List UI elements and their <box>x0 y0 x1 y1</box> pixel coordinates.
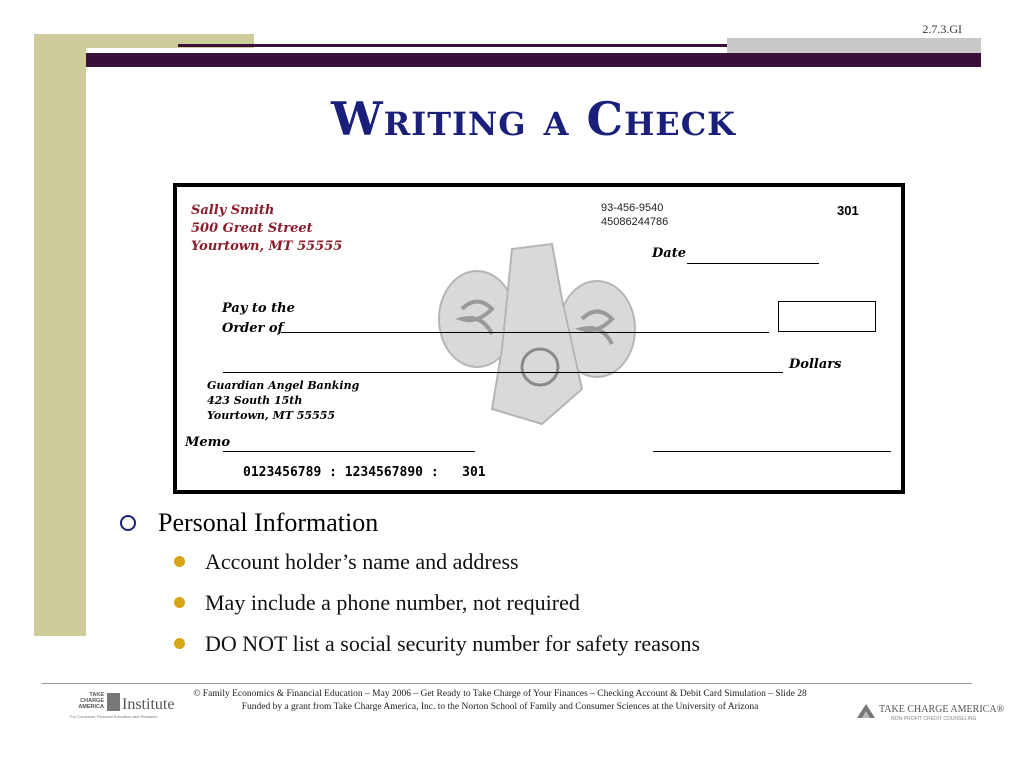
routing-fraction: 93-456-9540 <box>601 202 664 214</box>
slide-code: 2.7.3.GI <box>922 22 962 36</box>
title-band <box>86 53 981 67</box>
pay-to-label: Pay to the <box>222 301 295 316</box>
bullet-level2 <box>174 623 980 664</box>
institute-logo-word: Institute <box>122 696 175 713</box>
dollars-label: Dollars <box>789 357 842 372</box>
gold-dot-bullet-icon <box>174 556 185 567</box>
top-gray-bar <box>727 38 981 54</box>
bank-street: 423 South 15th <box>207 394 303 407</box>
footer-copyright: © Family Economics & Financial Education – May 2006 – Get Ready to Take Charge of Your Finances – Checking Account & Debit Card Simulation – Slide 28 <box>193 689 807 699</box>
institute-logo-small-text: TAKE CHARGE AMERICA <box>78 692 104 710</box>
memo-line <box>223 451 475 452</box>
money-bag-watermark-icon <box>432 239 642 434</box>
micr-line: 0123456789 : 1234567890 : 301 <box>243 465 486 480</box>
bullet-sub-text: Account holder’s name and address <box>205 548 519 574</box>
left-decorative-bar <box>34 34 86 636</box>
take-charge-america-logo <box>855 700 1005 730</box>
institute-logo-tagline: For Consumer Financial Education and Research <box>70 714 158 719</box>
bullet-sub-text: DO NOT list a social security number for safety reasons <box>205 630 701 656</box>
account-holder-name: Sally Smith <box>191 203 275 218</box>
bank-name: Guardian Angel Banking <box>207 379 360 392</box>
institute-logo <box>70 692 182 722</box>
footer-funding: Funded by a grant from Take Charge America, Inc. to the Norton School of Family and Consumer Sciences at the University of Arizona <box>241 702 759 712</box>
institute-logo-mark-icon <box>107 693 120 711</box>
tca-logo-subtitle: NON-PROFIT CREDIT COUNSELING <box>891 716 977 722</box>
date-line <box>687 263 819 264</box>
payee-line <box>281 332 769 333</box>
gold-dot-bullet-icon <box>174 597 185 608</box>
bullet-sub-text: May include a phone number, not required <box>205 589 580 615</box>
signature-line <box>653 451 891 452</box>
memo-label: Memo <box>185 435 231 450</box>
date-label: Date <box>652 246 686 261</box>
bullet-level2 <box>174 541 980 582</box>
tca-logo-name: TAKE CHARGE AMERICA® <box>879 704 1005 715</box>
tca-mark-icon <box>855 700 877 722</box>
bullet-main-text: Personal Information <box>158 508 379 537</box>
slide-title: Writing a Check <box>331 92 736 146</box>
footer-divider <box>42 683 972 684</box>
bullet-level2 <box>174 582 980 623</box>
gold-dot-bullet-icon <box>174 638 185 649</box>
check-image <box>173 183 905 494</box>
written-amount-line <box>223 372 783 373</box>
account-holder-street: 500 Great Street <box>191 221 313 236</box>
amount-box <box>778 301 876 332</box>
hollow-circle-bullet-icon <box>120 515 136 531</box>
bullet-level1 <box>120 505 980 541</box>
bank-city: Yourtown, MT 55555 <box>207 409 336 422</box>
check-number: 301 <box>837 203 859 218</box>
account-holder-city: Yourtown, MT 55555 <box>191 239 343 254</box>
bank-code: 45086244786 <box>601 216 669 228</box>
order-of-label: Order of <box>222 321 284 336</box>
bullet-list <box>120 505 980 664</box>
